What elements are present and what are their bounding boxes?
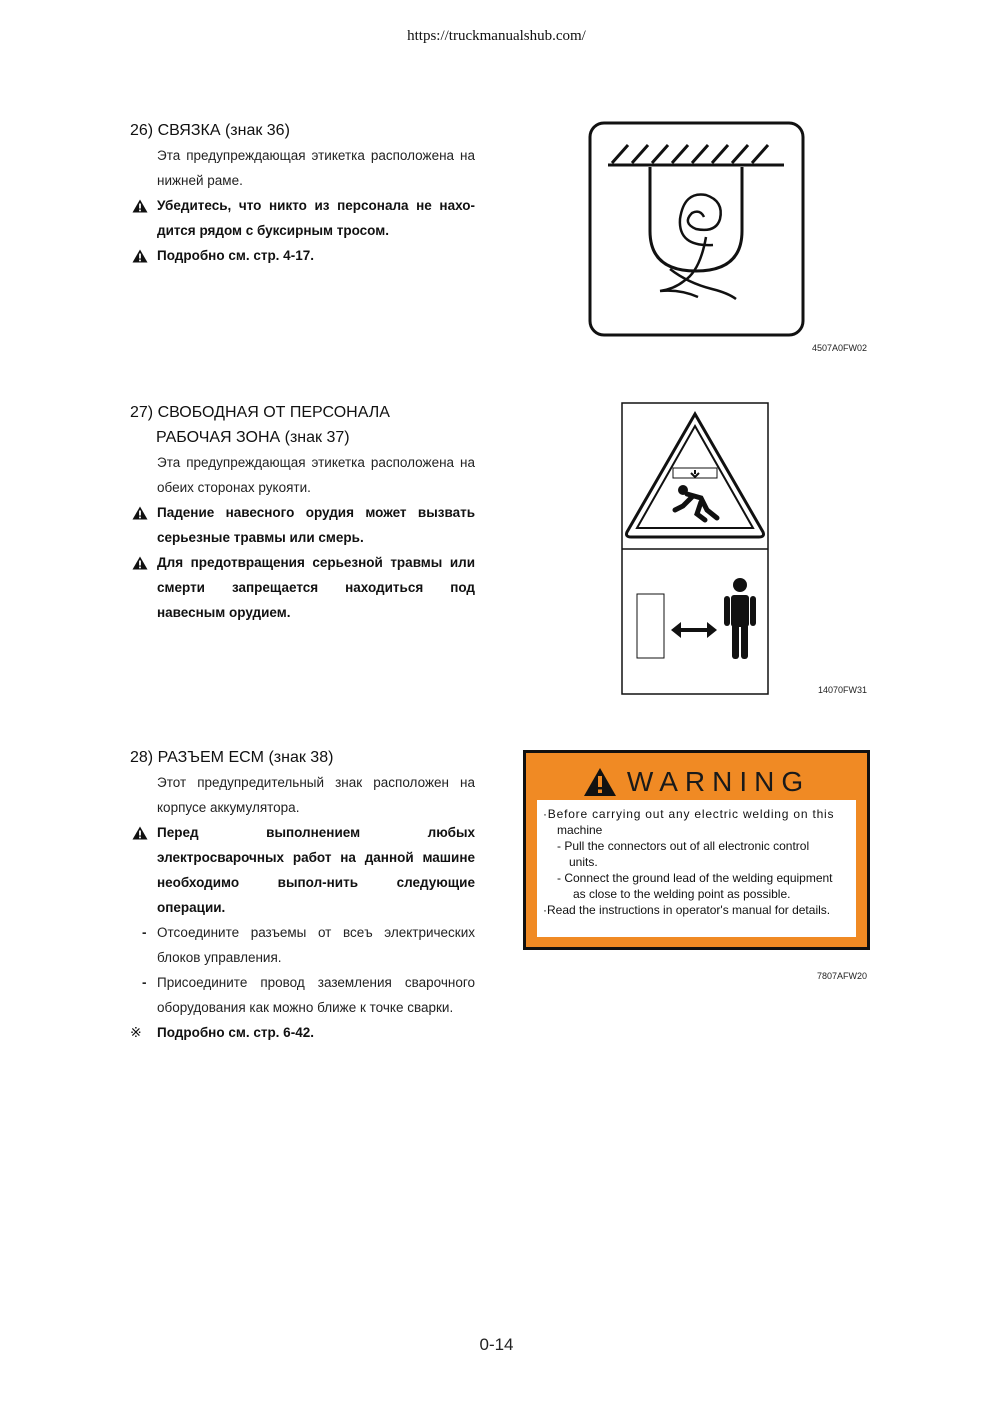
warning-triangle-icon bbox=[132, 556, 148, 570]
step-item bbox=[130, 920, 475, 970]
section-26 bbox=[130, 118, 475, 268]
note-item bbox=[130, 1020, 475, 1045]
warning-label bbox=[523, 750, 870, 950]
warning-triangle-icon bbox=[583, 767, 617, 797]
section-heading bbox=[130, 745, 475, 770]
warning-triangle-icon bbox=[132, 826, 148, 840]
label-line: machine bbox=[557, 823, 603, 837]
label-line: as close to the welding point as possible. bbox=[573, 887, 791, 901]
sign-ref: (знак 37) bbox=[284, 429, 350, 446]
location-text: Эта предупреждающая этикетка расположена на нижней раме. bbox=[157, 148, 475, 188]
section-title: СВОБОДНАЯ ОТ ПЕРСОНАЛА bbox=[157, 404, 390, 421]
warning-item bbox=[130, 820, 475, 920]
warning-text: Для предотвращения серьезной травмы или смерти запрещается находиться под навесным орудием. bbox=[157, 555, 475, 620]
section-number: 26) bbox=[130, 122, 154, 139]
step-text: Присоедините провод заземления сварочного оборудования как можно ближе к точке сварки. bbox=[157, 975, 475, 1015]
warning-item bbox=[130, 243, 475, 268]
dash-marker: - bbox=[142, 975, 147, 990]
section-heading bbox=[130, 400, 475, 450]
section-number: 27) bbox=[130, 404, 154, 421]
warning-text: Падение навесного орудия может вызвать серьезные травмы или смерь. bbox=[157, 505, 475, 545]
figure-code: 7807AFW20 bbox=[817, 971, 868, 981]
figure-code: 14070FW31 bbox=[818, 685, 868, 695]
section-27 bbox=[130, 400, 475, 625]
label-line: units. bbox=[569, 855, 598, 869]
dash-marker: - bbox=[142, 925, 147, 940]
warning-triangle-icon bbox=[132, 199, 148, 213]
warning-label-header bbox=[526, 762, 867, 802]
section-title-cont: РАБОЧАЯ ЗОНА bbox=[156, 429, 281, 446]
warning-item bbox=[130, 500, 475, 550]
location-text: Этот предупредительный знак расположен на корпусе аккумулятора. bbox=[157, 775, 475, 815]
location-text: Эта предупреждающая этикетка расположена на обеих сторонах рукояти. bbox=[157, 455, 475, 495]
falling-load-sign-icon bbox=[621, 402, 770, 695]
warning-text: Перед выполнением любых электросварочных работ на данной машине необходимо выпол-нить следующие операции. bbox=[157, 825, 475, 915]
label-line: ·Read the instructions in operator's manual for details. bbox=[543, 903, 831, 917]
step-item bbox=[130, 970, 475, 1020]
section-number: 28) bbox=[130, 749, 154, 766]
sign-ref: (знак 38) bbox=[268, 749, 334, 766]
page-number: 0-14 bbox=[479, 1335, 514, 1354]
section-title: РАЗЪЕМ ECM bbox=[157, 749, 264, 766]
label-line: ·Before carrying out any electric welding on this bbox=[543, 807, 835, 821]
warning-text: Убедитесь, что никто из персонала не нахо-дится рядом с буксирным тросом. bbox=[157, 198, 475, 238]
warning-label-body bbox=[537, 800, 856, 937]
reference-mark-icon: ※ bbox=[130, 1024, 142, 1040]
rope-sign-icon bbox=[588, 121, 806, 337]
section-title: СВЯЗКА bbox=[157, 122, 221, 139]
header-url[interactable]: https://truckmanualshub.com/ bbox=[407, 28, 586, 44]
reference-text: Подробно см. стр. 4-17. bbox=[157, 248, 314, 263]
figure-code: 4507A0FW02 bbox=[812, 343, 868, 353]
step-text: Отсоедините разъемы от всеъ электрических блоков управления. bbox=[157, 925, 475, 965]
warning-item bbox=[130, 550, 475, 625]
label-line: - Pull the connectors out of all electronic control bbox=[557, 839, 810, 853]
sign-ref: (знак 36) bbox=[224, 122, 290, 139]
warning-item bbox=[130, 193, 475, 243]
warning-triangle-icon bbox=[132, 506, 148, 520]
section-heading bbox=[130, 118, 475, 143]
label-line: - Connect the ground lead of the welding equipment bbox=[557, 871, 833, 885]
reference-text: Подробно см. стр. 6-42. bbox=[157, 1025, 314, 1040]
warning-triangle-icon bbox=[132, 249, 148, 263]
section-28 bbox=[130, 745, 475, 1045]
warning-label-title: WARNING bbox=[626, 766, 811, 797]
